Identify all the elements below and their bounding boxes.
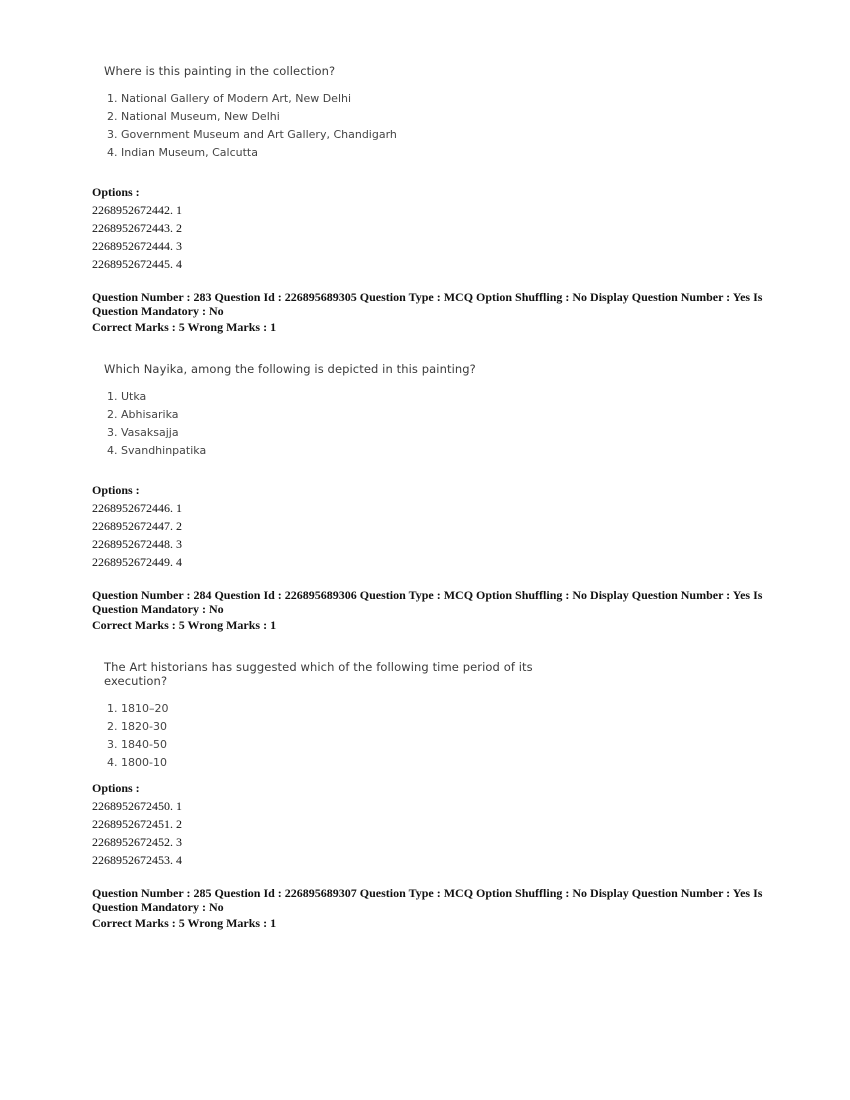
question-meta-2 xyxy=(92,588,772,632)
question-meta-line: Question Number : 283 Question Id : 226895689305 Question Type : MCQ Option Shuffling : No Display Question Number : Yes Is Question Mandatory : No xyxy=(92,290,763,318)
choice-item: 1. 1810–20 xyxy=(107,702,169,715)
option-row: 2268952672451. 2 xyxy=(92,817,182,831)
options-block-1 xyxy=(92,183,772,273)
marks-line: Correct Marks : 5 Wrong Marks : 1 xyxy=(92,618,277,632)
options-block-3 xyxy=(92,779,772,869)
option-row: 2268952672442. 1 xyxy=(92,203,182,217)
choice-item: 2. National Museum, New Delhi xyxy=(107,110,280,123)
choice-item: 4. 1800-10 xyxy=(107,756,167,769)
option-row: 2268952672444. 3 xyxy=(92,239,182,253)
choice-item: 4. Indian Museum, Calcutta xyxy=(107,146,258,159)
choice-item: 1. Utka xyxy=(107,390,147,403)
option-row: 2268952672449. 4 xyxy=(92,555,182,569)
marks-line: Correct Marks : 5 Wrong Marks : 1 xyxy=(92,916,277,930)
option-row: 2268952672450. 1 xyxy=(92,799,182,813)
option-row: 2268952672446. 1 xyxy=(92,501,182,515)
question-text: Where is this painting in the collection? xyxy=(104,64,336,78)
question-meta-line: Question Number : 284 Question Id : 226895689306 Question Type : MCQ Option Shuffling : No Display Question Number : Yes Is Question Mandatory : No xyxy=(92,588,763,616)
question-meta-line: Question Number : 285 Question Id : 226895689307 Question Type : MCQ Option Shuffling : No Display Question Number : Yes Is Question Mandatory : No xyxy=(92,886,763,914)
options-title: Options : xyxy=(92,781,140,795)
choice-item: 3. Vasaksajja xyxy=(107,426,179,439)
question-image-2 xyxy=(104,362,584,460)
question-text: The Art historians has suggested which of the following time period of its execution? xyxy=(104,660,533,688)
question-choices xyxy=(104,388,584,460)
question-image-1 xyxy=(104,64,584,162)
choice-item: 3. 1840-50 xyxy=(107,738,167,751)
options-title: Options : xyxy=(92,483,140,497)
question-choices xyxy=(104,700,584,772)
option-row: 2268952672452. 3 xyxy=(92,835,182,849)
choice-item: 2. 1820-30 xyxy=(107,720,167,733)
question-text: Which Nayika, among the following is depicted in this painting? xyxy=(104,362,476,376)
options-block-2 xyxy=(92,481,772,571)
option-row: 2268952672453. 4 xyxy=(92,853,182,867)
question-meta-1 xyxy=(92,290,772,334)
marks-line: Correct Marks : 5 Wrong Marks : 1 xyxy=(92,320,277,334)
option-row: 2268952672443. 2 xyxy=(92,221,182,235)
question-image-3 xyxy=(104,660,584,772)
choice-item: 3. Government Museum and Art Gallery, Chandigarh xyxy=(107,128,397,141)
choice-item: 4. Svandhinpatika xyxy=(107,444,207,457)
option-row: 2268952672447. 2 xyxy=(92,519,182,533)
choice-item: 1. National Gallery of Modern Art, New Delhi xyxy=(107,92,352,105)
options-title: Options : xyxy=(92,185,140,199)
question-meta-3 xyxy=(92,886,772,930)
option-row: 2268952672448. 3 xyxy=(92,537,182,551)
option-row: 2268952672445. 4 xyxy=(92,257,182,271)
question-choices xyxy=(104,90,584,162)
choice-item: 2. Abhisarika xyxy=(107,408,179,421)
